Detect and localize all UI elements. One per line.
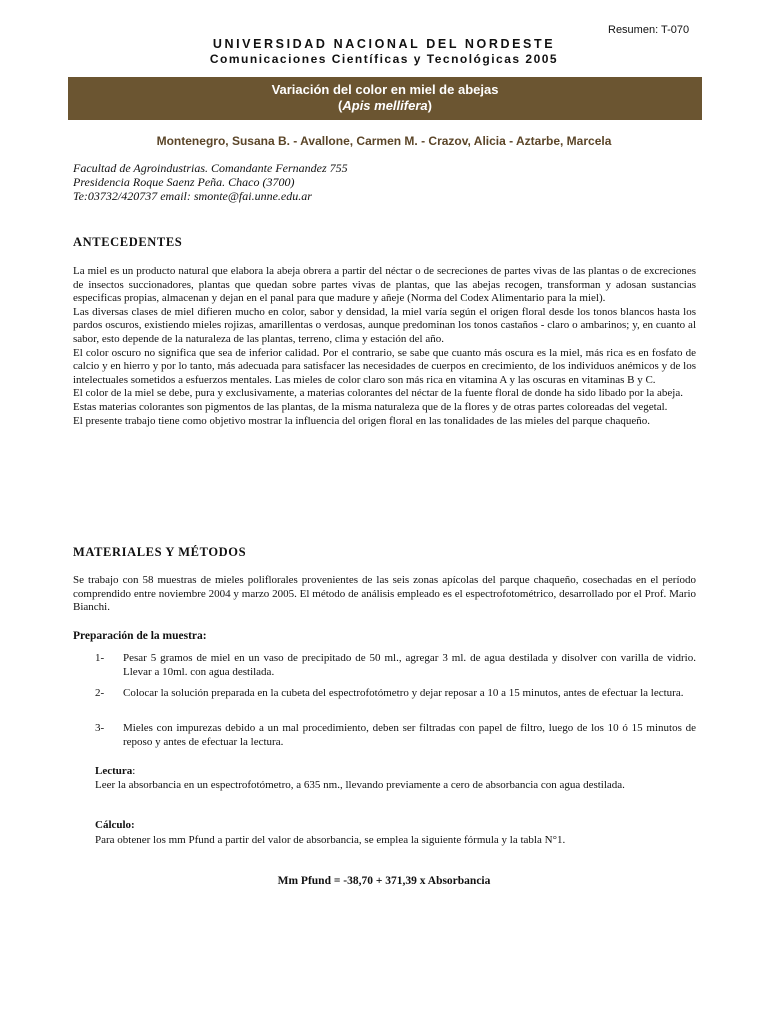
list-item — [95, 687, 696, 701]
list-text: Colocar la solución preparada en la cubeta del espectrofotómetro y dejar reposar a 10 a 15 minutos, antes de efectuar la lectura. — [123, 687, 684, 699]
title-close-paren: ) — [427, 98, 432, 113]
antecedentes-body — [73, 265, 696, 428]
materiales-intro: Se trabajo con 58 muestras de mieles poliflorales provenientes de las seis zonas apícolas del parque chaqueño, cosechadas en el período comprendido entre noviembre 2004 y marzo 2005. El método de análisis empleado es el espectrofotométrico, desarrollado por el Prof. Mario Bianchi. — [73, 574, 696, 614]
preparation-heading: Preparación de la muestra: — [73, 630, 207, 642]
paragraph: El color oscuro no significa que sea de inferior calidad. Por el contrario, se sabe que cuanto más oscura es la miel, más rica es en fosfato de calcio y en hierro y por lo tanto, más adecuada para satisfacer las necesidades de cuerpos en crecimiento, de los individuos anémicos y de los intelectuales sometidos a esfuerzos mentales. Las mieles de color claro son más rica en vitamina A y las oscuras en vitaminas B y C. — [73, 346, 696, 386]
university-name: UNIVERSIDAD NACIONAL DEL NORDESTE — [212, 37, 556, 51]
title-species: Apis mellifera — [342, 98, 428, 113]
lectura-text: Leer la absorbancia en un espectrofotómetro, a 635 nm., llevando previamente a cero de absorbancia con agua destilada. — [95, 779, 625, 791]
document-code: Resumen: T-070 — [608, 24, 690, 36]
paragraph: El presente trabajo tiene como objetivo mostrar la influencia del origen floral en las tonalidades de las mieles del parque chaqueño. — [73, 414, 650, 427]
section-heading-materiales: MATERIALES Y MÉTODOS — [73, 545, 247, 559]
lectura-colon: : — [132, 765, 136, 777]
affiliation-line-3: Te:03732/420737 email: smonte@fai.unne.edu.ar — [73, 189, 312, 203]
affiliation-line-2: Presidencia Roque Saenz Peña. Chaco (3700) — [73, 175, 295, 189]
title-open-paren: ( — [338, 98, 343, 113]
paragraph: Las diversas clases de miel difieren mucho en color, sabor y densidad, la miel varía según el origen floral desde los tonos blancos hasta los pardos oscuros, existiendo mieles rojizas, amarillentas o verdosas, aunque predominan los tonos castaños - claro o ambarinos; y, en cuanto al sabor, esto depende de la naturaleza de las plantas, terreno, clima y estación del año. — [73, 305, 696, 345]
title-banner — [68, 77, 702, 120]
paragraph: La miel es un producto natural que elabora la abeja obrera a partir del néctar o de secreciones de partes vivas de las plantas o de excreciones de insectos succionadores, plantas que quedan sobre partes vivas de plantas, que las abejas recogen, transforman y adosan sustancias especificas propias, almacenan y dejan en el panal para que madure y añeje (Norma del Codex Alimentario para la miel). — [73, 265, 696, 305]
lectura-label: Lectura — [95, 765, 133, 777]
section-heading-antecedentes: ANTECEDENTES — [73, 235, 183, 249]
calculo-text: Para obtener los mm Pfund a partir del valor de absorbancia, se emplea la siguiente fórmula y la tabla N°1. — [95, 834, 566, 846]
title-line-1: Variación del color en miel de abejas — [271, 82, 499, 97]
list-number: 2- — [95, 687, 105, 699]
affiliation-line-1: Facultad de Agroindustrias. Comandante Fernandez 755 — [73, 161, 348, 175]
publication-name: Comunicaciones Científicas y Tecnológicas 2005 — [209, 52, 559, 66]
paragraph: El color de la miel se debe, pura y exclusivamente, a materias colorantes del néctar de la fuente floral de donde ha sido libado por la abeja. — [73, 387, 683, 400]
paragraph: Estas materias colorantes son pigmentos de las plantas, de la misma naturaleza que de la flores y de otras partes coloreadas del vegetal. — [73, 400, 668, 413]
list-item — [95, 652, 696, 679]
list-text: Mieles con impurezas debido a un mal procedimiento, deben ser filtradas con papel de filtro, luego de los 10 ó 15 minutos de reposo y antes de efectuar la lectura. — [123, 722, 696, 748]
title-line-2 — [68, 98, 702, 113]
formula: Mm Pfund = -38,70 + 371,39 x Absorbancia — [277, 875, 491, 887]
calculo-heading: Cálculo: — [95, 819, 135, 831]
list-number: 1- — [95, 652, 105, 664]
authors: Montenegro, Susana B. - Avallone, Carmen M. - Crazov, Alicia - Aztarbe, Marcela — [156, 134, 612, 148]
list-item — [95, 722, 696, 749]
list-number: 3- — [95, 722, 105, 734]
lectura-heading — [95, 765, 696, 779]
list-text: Pesar 5 gramos de miel en un vaso de precipitado de 50 ml., agregar 3 ml. de agua destilada y disolver con varilla de vidrio. Llevar a 10ml. con agua destilada. — [123, 652, 696, 678]
